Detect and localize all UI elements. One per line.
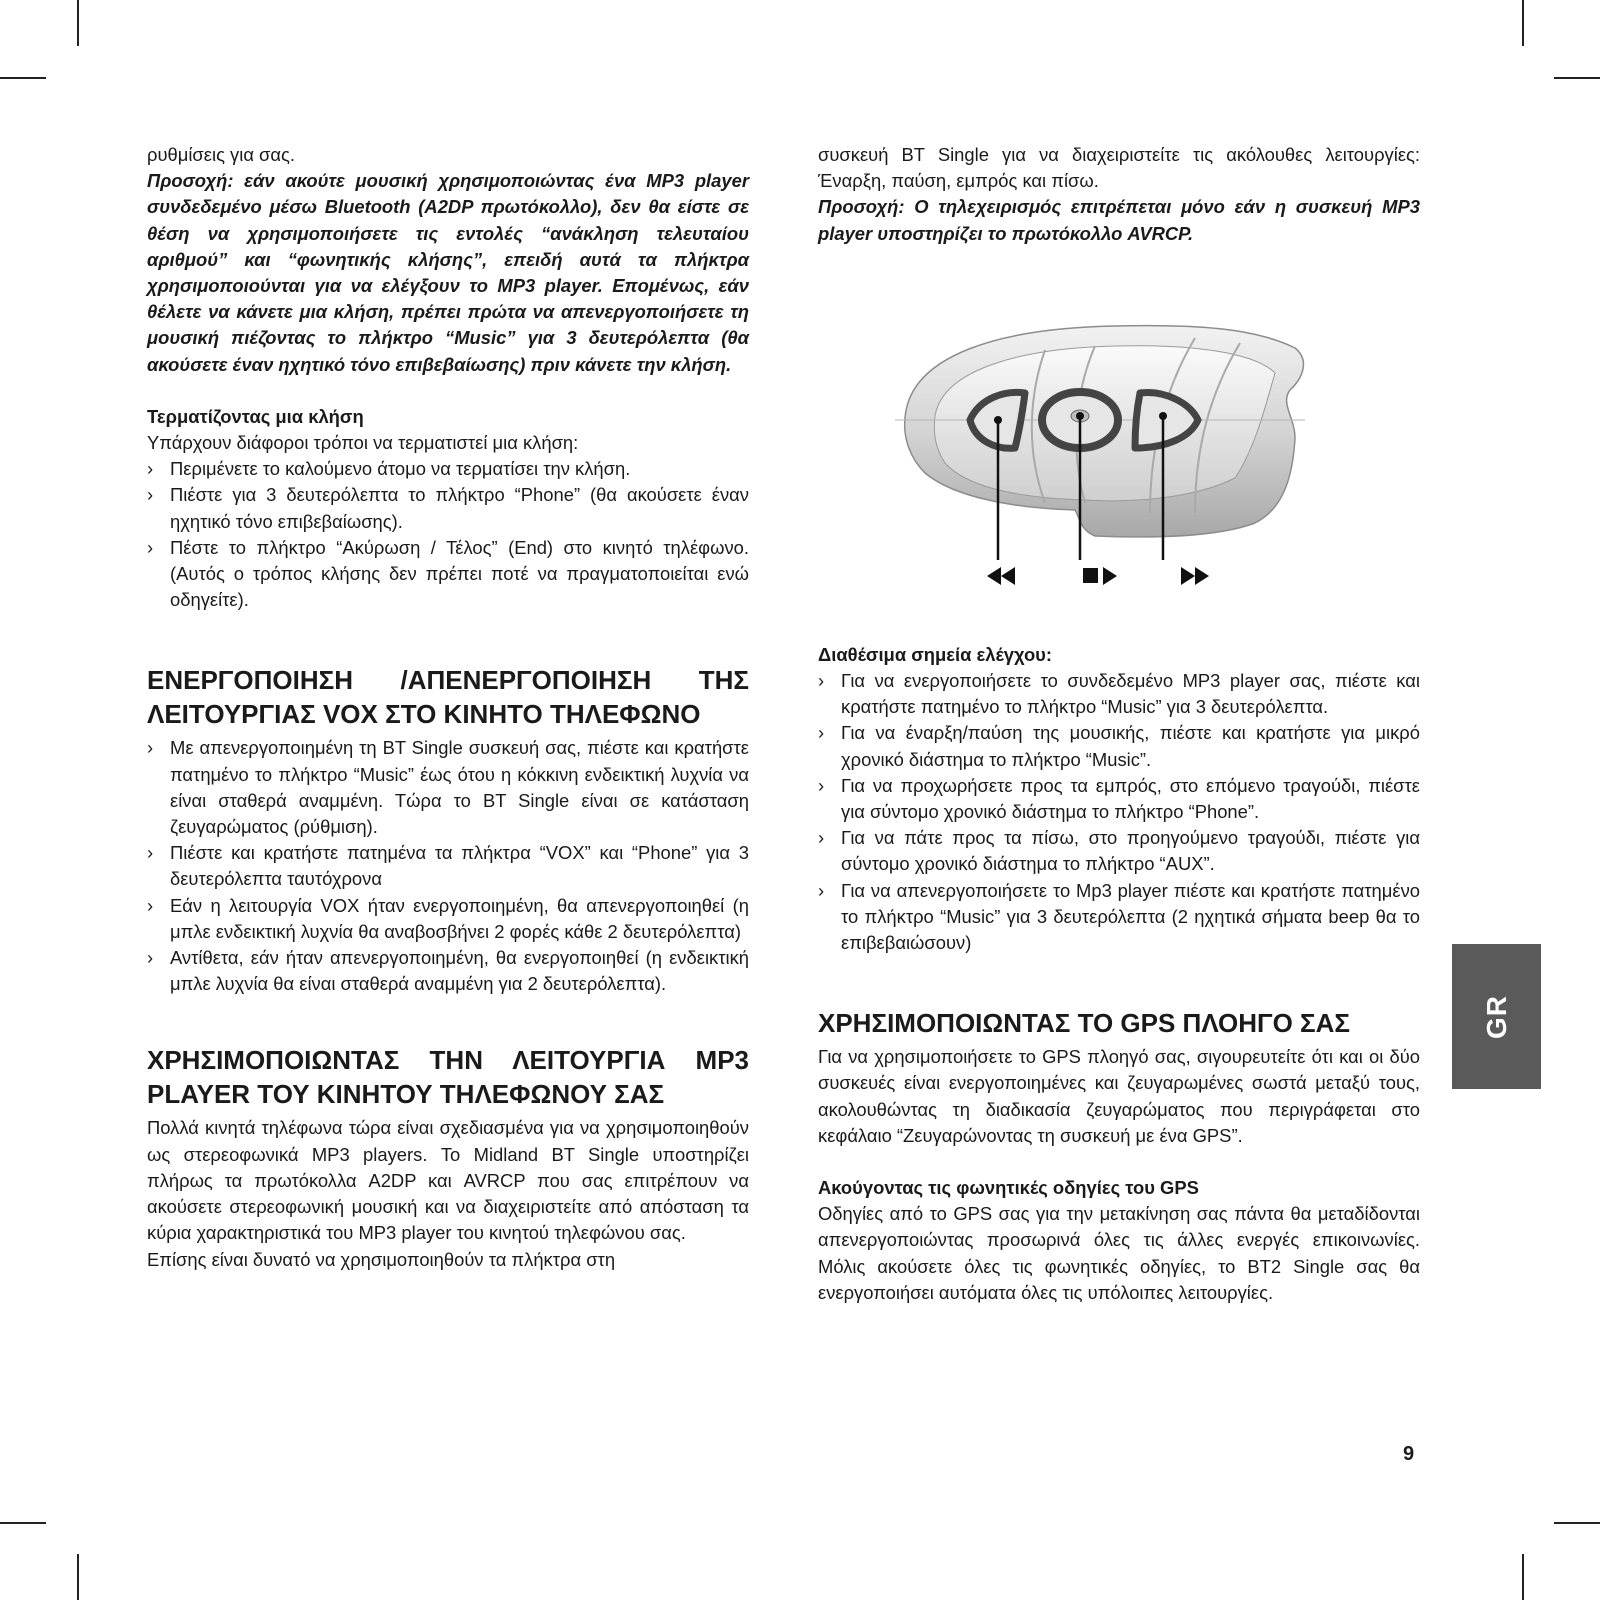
mp3-heading: ΧΡΗΣΙΜΟΠΟΙΩΝΤΑΣ ΤΗΝ ΛΕΙΤΟΥΡΓΙΑ MP3 PLAYER ΤΟΥ ΚΙΝΗΤΟΥ ΤΗΛΕΦΩΝΟΥ ΣΑΣ [147,1045,749,1110]
continued-paragraph: συσκευή BT Single για να διαχειριστείτε τις ακόλουθες λειτουργίες: Έναρξη, παύση, εμπρός και πίσω. [818,144,1420,192]
page-number: 9 [1403,1443,1415,1465]
list-item: › Πιέστε και κρατήστε πατημένα τα πλήκτρα “VOX” και “Phone” για 3 δευτερόλεπτα ταυτόχρονα [147,840,749,892]
gps-paragraph-2: Οδηγίες από το GPS σας για την μετακίνηση σας πάντα θα μεταδίδονται απενεργοποιώντας προσωρινά όλες τις άλλες ενεργές επικοινωνίες. Μόλις ακούσετε όλες τις φωνητικές οδηγίες, το BT2 Single σας θα ενεργοποιήσει αυτόματα όλες τις υπόλοιπες λειτουργίες. [818,1203,1420,1303]
fast-forward-icon [1181,567,1209,585]
list-item: › Περιμένετε το καλούμενο άτομο να τερματίσει την κλήση. [147,456,749,482]
list-item: › Πέστε το πλήκτρο “Ακύρωση / Τέλος” (End) στο κινητό τηλέφωνο. (Αυτός ο τρόπος κλήσης δεν πρέπει ποτέ να πραγματοποιείται ενώ οδηγείτε). [147,535,749,614]
rewind-icon [987,567,1015,585]
play-pause-icon [1083,567,1117,585]
controls-list [818,668,1420,956]
crop-mark [0,1522,46,1524]
mp3-paragraph-continued: Επίσης είναι δυνατό να χρησιμοποιηθούν τα πλήκτρα στη [147,1248,616,1270]
language-tab-label: GR [1480,994,1512,1039]
gps-subheading: Ακούγοντας τις φωνητικές οδηγίες του GPS [818,1177,1199,1199]
list-item: › Για να έναρξη/παύση της μουσικής, πιέστε και κρατήστε για μικρό χρονικό διάστημα το πλήκτρο “Music”. [818,720,1420,772]
vox-list [147,735,749,997]
crop-mark [77,1554,79,1600]
warning-paragraph: Προσοχή: εάν ακούτε μουσική χρησιμοποιώντας ένα MP3 player συνδεδεμένο μέσω Bluetooth (A2DP πρωτόκολλο), δεν θα είστε σε θέση να χρησιμοποιήσετε τις εντολές “ανάκληση τελευταίου αριθμού” και “φωνητικής κλήσης”, επειδή αυτά τα πλήκτρα χρησιμοποιούνται για να ελέγξουν το MP3 player. Επομένως, εάν θέλετε να κάνετε μια κλήση, πρέπει πρώτα να απενεργοποιήσετε τη μουσική πιέζοντας το πλήκτρο “Music” για 3 δευτερόλεπτα (θα ακούσετε έναν ηχητικό τόνο επιβεβαίωσης) πριν κάνετε την κλήση. [147,170,749,375]
end-call-intro: Υπάρχουν διάφοροι τρόποι να τερματιστεί μια κλήση: [147,432,579,454]
crop-mark [77,0,79,46]
left-column [147,142,749,1273]
end-call-subheading: Τερματίζοντας μια κλήση [147,405,364,427]
avrcp-warning: Προσοχή: Ο τηλεχειρισμός επιτρέπεται μόνο εάν η συσκευή MP3 player υποστηρίζει το πρωτόκολλο AVRCP. [818,196,1420,244]
crop-mark [1522,1554,1524,1600]
list-item: › Εάν η λειτουργία VOX ήταν ενεργοποιημένη, θα απενεργοποιηθεί (η μπλε ενδεικτική λυχνία θα αναβοσβήνει 2 φορές κάθε 2 δευτερόλεπτα) [147,893,749,945]
controls-subheading: Διαθέσιμα σημεία ελέγχου: [818,643,1053,665]
crop-mark [0,77,46,79]
crop-mark [1554,1522,1600,1524]
list-item: › Με απενεργοποιημένη τη BT Single συσκευή σας, πιέστε και κρατήστε πατημένο το πλήκτρο “Music” έως ότου η κόκκινη ενδεικτική λυχνία να είναι σταθερά αναμμένη. Τώρα το BT Single είναι σε κατάσταση ζευγαρώματος (ρύθμιση). [147,735,749,840]
device-illustration [895,298,1335,598]
list-item: › Για να προχωρήσετε προς τα εμπρός, στο επόμενο τραγούδι, πιέστε για σύντομο χρονικό διάστημα το πλήκτρο “Phone”. [818,773,1420,825]
list-item: › Για να πάτε προς τα πίσω, στο προηγούμενο τραγούδι, πιέστε για σύντομο χρονικό διάστημα το πλήκτρο “AUX”. [818,825,1420,877]
list-item: › Για να απενεργοποιήσετε το Mp3 player πιέστε και κρατήστε πατημένο το πλήκτρο “Music” για 3 δευτερόλεπτα (2 ηχητικά σήματα beep θα το επιβεβαιώσουν) [818,878,1420,957]
list-item: › Αντίθετα, εάν ήταν απενεργοποιημένη, θα ενεργοποιηθεί (η ενδεικτική μπλε λυχνία θα είναι σταθερά αναμμένη για 2 δευτερόλεπτα). [147,945,749,997]
crop-mark [1522,0,1524,46]
end-call-list [147,456,749,613]
language-tab [1452,944,1541,1089]
intro-paragraph: ρυθμίσεις για σας. [147,144,296,165]
list-item: › Πιέστε για 3 δευτερόλεπτα το πλήκτρο “Phone” (θα ακούσετε έναν ηχητικό τόνο επιβεβαίωσης). [147,482,749,534]
gps-heading: ΧΡΗΣΙΜΟΠΟΙΩΝΤΑΣ ΤΟ GPS ΠΛΟΗΓΟ ΣΑΣ [818,1008,1351,1039]
list-item: › Για να ενεργοποιήσετε το συνδεδεμένο MP3 player σας, πιέστε και κρατήστε πατημένο το πλήκτρο “Music” για 3 δευτερόλεπτα. [818,668,1420,720]
gps-paragraph: Για να χρησιμοποιήσετε το GPS πλοηγό σας, σιγουρευτείτε ότι και οι δύο συσκευές είναι ενεργοποιημένες και ζευγαρωμένες σωστά μεταξύ τους, ακολουθώντας τη διαδικασία ζευγαρώματος που περιγράφεται στο κεφάλαιο “Ζευγαρώνοντας τη συσκευή με ένα GPS”. [818,1046,1420,1146]
crop-mark [1554,77,1600,79]
vox-heading: ΕΝΕΡΓΟΠΟΙΗΣΗ /ΑΠΕΝΕΡΓΟΠΟΙΗΣΗ ΤΗΣ ΛΕΙΤΟΥΡΓΙΑΣ VOX ΣΤΟ ΚΙΝΗΤΟ ΤΗΛΕΦΩΝΟ [147,665,749,730]
mp3-paragraph: Πολλά κινητά τηλέφωνα τώρα είναι σχεδιασμένα για να χρησιμοποιηθούν ως στερεοφωνικά MP3 players. Το Midland BT Single υποστηρίζει πλήρως τα πρωτόκολλα A2DP και AVRCP που σας επιτρέπουν να ακούσετε στερεοφωνική μουσική και να διαχειριστείτε από απόσταση τα κύρια χαρακτηριστικά του MP3 player του κινητού τηλεφώνου σας. [147,1117,749,1244]
